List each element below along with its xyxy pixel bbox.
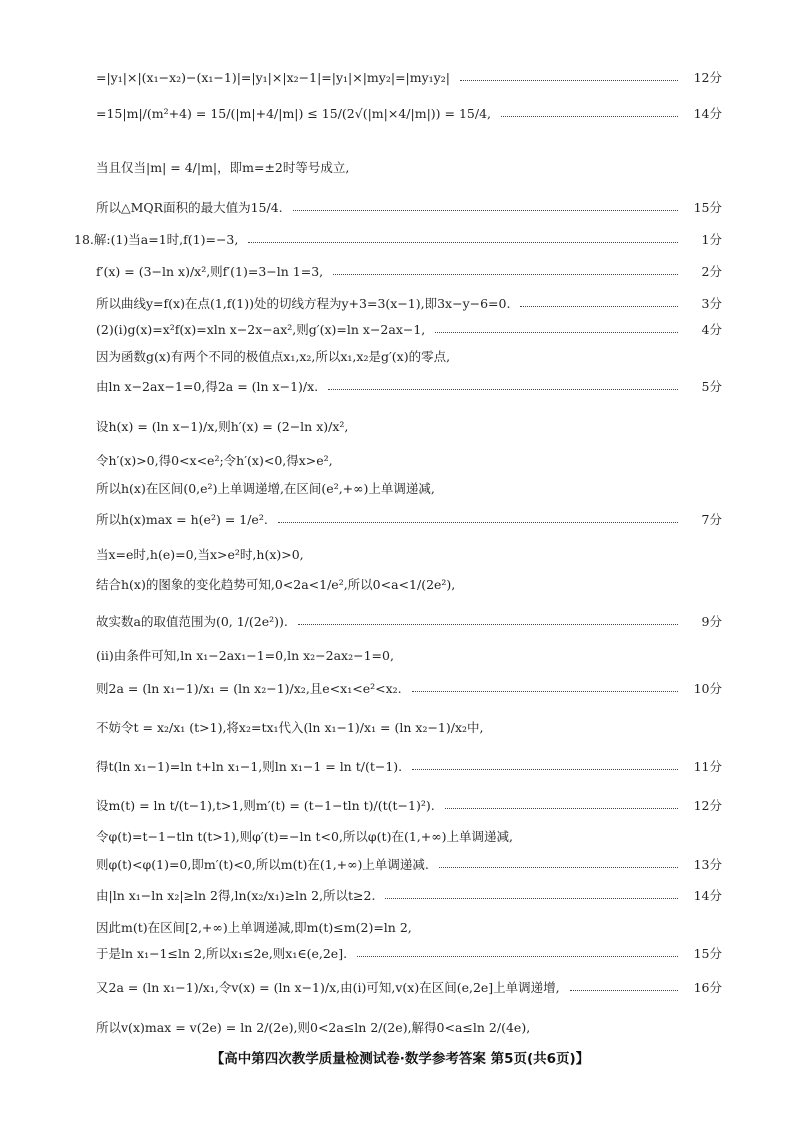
leader-dots bbox=[570, 990, 678, 991]
score-mark: 10分 bbox=[693, 681, 722, 696]
score-mark: 14分 bbox=[693, 106, 722, 121]
leader-dots bbox=[328, 389, 678, 390]
leader-dots bbox=[439, 867, 678, 868]
solution-line: 当x=e时,h(e)=0,当x>e²时,h(x)>0, bbox=[96, 547, 304, 562]
solution-line: 由|ln x₁−ln x₂|≥ln 2得,ln(x₂/x₁)≥ln 2,所以t≥2. 14分 bbox=[96, 888, 722, 903]
solution-line: =|y₁|×|(x₁−x₂)−(x₁−1)|=|y₁|×|x₂−1|=|y₁|×|my₂|=|my₁y₂| 12分 bbox=[96, 69, 722, 85]
solution-line: 不妨令t = x₂/x₁ (t>1),将x₂=tx₁代入(ln x₁−1)/x₁ = (ln x₂−1)/x₂中, bbox=[96, 720, 484, 735]
leader-dots bbox=[385, 898, 678, 899]
leader-dots bbox=[520, 306, 678, 307]
score-mark: 15分 bbox=[693, 200, 722, 215]
solution-line: 结合h(x)的图象的变化趋势可知,0<2a<1/e²,所以0<a<1/(2e²), bbox=[96, 577, 456, 592]
score-mark: 3分 bbox=[701, 296, 722, 311]
score-mark: 7分 bbox=[701, 512, 722, 527]
leader-dots bbox=[248, 242, 678, 243]
score-mark: 1分 bbox=[701, 232, 722, 247]
leader-dots bbox=[357, 956, 678, 957]
solution-line: 所以v(x)max = v(2e) = ln 2/(2e),则0<2a≤ln 2/(2e),解得0<a≤ln 2/(4e), bbox=[96, 1020, 531, 1035]
solution-line: 令h′(x)>0,得0<x<e²;令h′(x)<0,得x>e², bbox=[96, 453, 333, 468]
solution-line: =15|m|/(m²+4) = 15/(|m|+4/|m|) ≤ 15/(2√(|m|×4/|m|)) = 15/4, 14分 bbox=[96, 105, 722, 121]
leader-dots bbox=[501, 116, 678, 117]
leader-dots bbox=[333, 274, 678, 275]
score-mark: 16分 bbox=[693, 980, 722, 995]
leader-dots bbox=[445, 808, 678, 809]
solution-line: 当且仅当|m| = 4/|m|，即m=±2时等号成立, bbox=[96, 160, 350, 175]
solution-line: 所以h(x)在区间(0,e²)上单调递增,在区间(e²,+∞)上单调递减, bbox=[96, 481, 435, 496]
solution-line: 于是ln x₁−1≤ln 2,所以x₁≤2e,则x₁∈(e,2e]. 15分 bbox=[96, 946, 722, 961]
solution-line: 得t(ln x₁−1)=ln t+ln x₁−1,则ln x₁−1 = ln t/(t−1). 11分 bbox=[96, 759, 722, 774]
solution-line: 令φ(t)=t−1−tln t(t>1),则φ′(t)=−ln t<0,所以φ(t)在(1,+∞)上单调递减, bbox=[96, 829, 513, 844]
solution-line: 则φ(t)<φ(1)=0,即m′(t)<0,所以m(t)在(1,+∞)上单调递减. 13分 bbox=[96, 857, 722, 872]
solution-line: (2)(ⅰ)g(x)=x²f(x)=xln x−2x−ax²,则g′(x)=ln x−2ax−1, 4分 bbox=[96, 322, 722, 337]
score-mark: 13分 bbox=[693, 857, 722, 872]
score-mark: 12分 bbox=[693, 798, 722, 813]
solution-line: 设m(t) = ln t/(t−1),t>1,则m′(t) = (t−1−tln t)/(t(t−1)²). 12分 bbox=[96, 798, 722, 813]
score-mark: 5分 bbox=[701, 379, 722, 394]
leader-dots bbox=[293, 210, 678, 211]
score-mark: 11分 bbox=[693, 759, 722, 774]
page-footer: 【高中第四次教学质量检测试卷·数学参考答案 第5页(共6页)】 bbox=[210, 1051, 590, 1067]
solution-line: 则2a = (ln x₁−1)/x₁ = (ln x₂−1)/x₂,且e<x₁<e²<x₂. 10分 bbox=[96, 681, 722, 696]
score-mark: 12分 bbox=[693, 70, 722, 85]
score-mark: 2分 bbox=[701, 264, 722, 279]
solution-line: 又2a = (ln x₁−1)/x₁,令v(x) = (ln x−1)/x,由(ⅰ)可知,v(x)在区间(e,2e]上单调递增, 16分 bbox=[96, 980, 722, 995]
solution-line: 所以△MQR面积的最大值为15/4. 15分 bbox=[96, 200, 722, 215]
solution-line: 因为函数g(x)有两个不同的极值点x₁,x₂,所以x₁,x₂是g′(x)的零点, bbox=[96, 349, 451, 364]
leader-dots bbox=[412, 691, 678, 692]
score-mark: 15分 bbox=[693, 946, 722, 961]
score-mark: 4分 bbox=[701, 322, 722, 337]
solution-line: 故实数a的取值范围为(0, 1/(2e²)). 9分 bbox=[96, 614, 722, 629]
solution-line: 所以曲线y=f(x)在点(1,f(1))处的切线方程为y+3=3(x−1),即3x−y−6=0. 3分 bbox=[96, 296, 722, 311]
solution-line: 设h(x) = (ln x−1)/x,则h′(x) = (2−ln x)/x², bbox=[96, 419, 349, 434]
solution-line: 18.解:(1)当a=1时,f(1)=−3, 1分 bbox=[74, 232, 722, 247]
leader-dots bbox=[412, 769, 678, 770]
leader-dots bbox=[278, 522, 678, 523]
leader-dots bbox=[298, 624, 678, 625]
leader-dots bbox=[435, 332, 678, 333]
solution-line: 所以h(x)max = h(e²) = 1/e². 7分 bbox=[96, 512, 722, 527]
solution-line: (ⅱ)由条件可知,ln x₁−2ax₁−1=0,ln x₂−2ax₂−1=0, bbox=[96, 648, 394, 663]
solution-line: 因此m(t)在区间[2,+∞)上单调递减,即m(t)≤m(2)=ln 2, bbox=[96, 920, 412, 935]
leader-dots bbox=[460, 80, 678, 81]
solution-line: f′(x) = (3−ln x)/x²,则f′(1)=3−ln 1=3, 2分 bbox=[96, 264, 722, 279]
score-mark: 9分 bbox=[701, 614, 722, 629]
solution-line: 由ln x−2ax−1=0,得2a = (ln x−1)/x. 5分 bbox=[96, 379, 722, 394]
score-mark: 14分 bbox=[693, 888, 722, 903]
